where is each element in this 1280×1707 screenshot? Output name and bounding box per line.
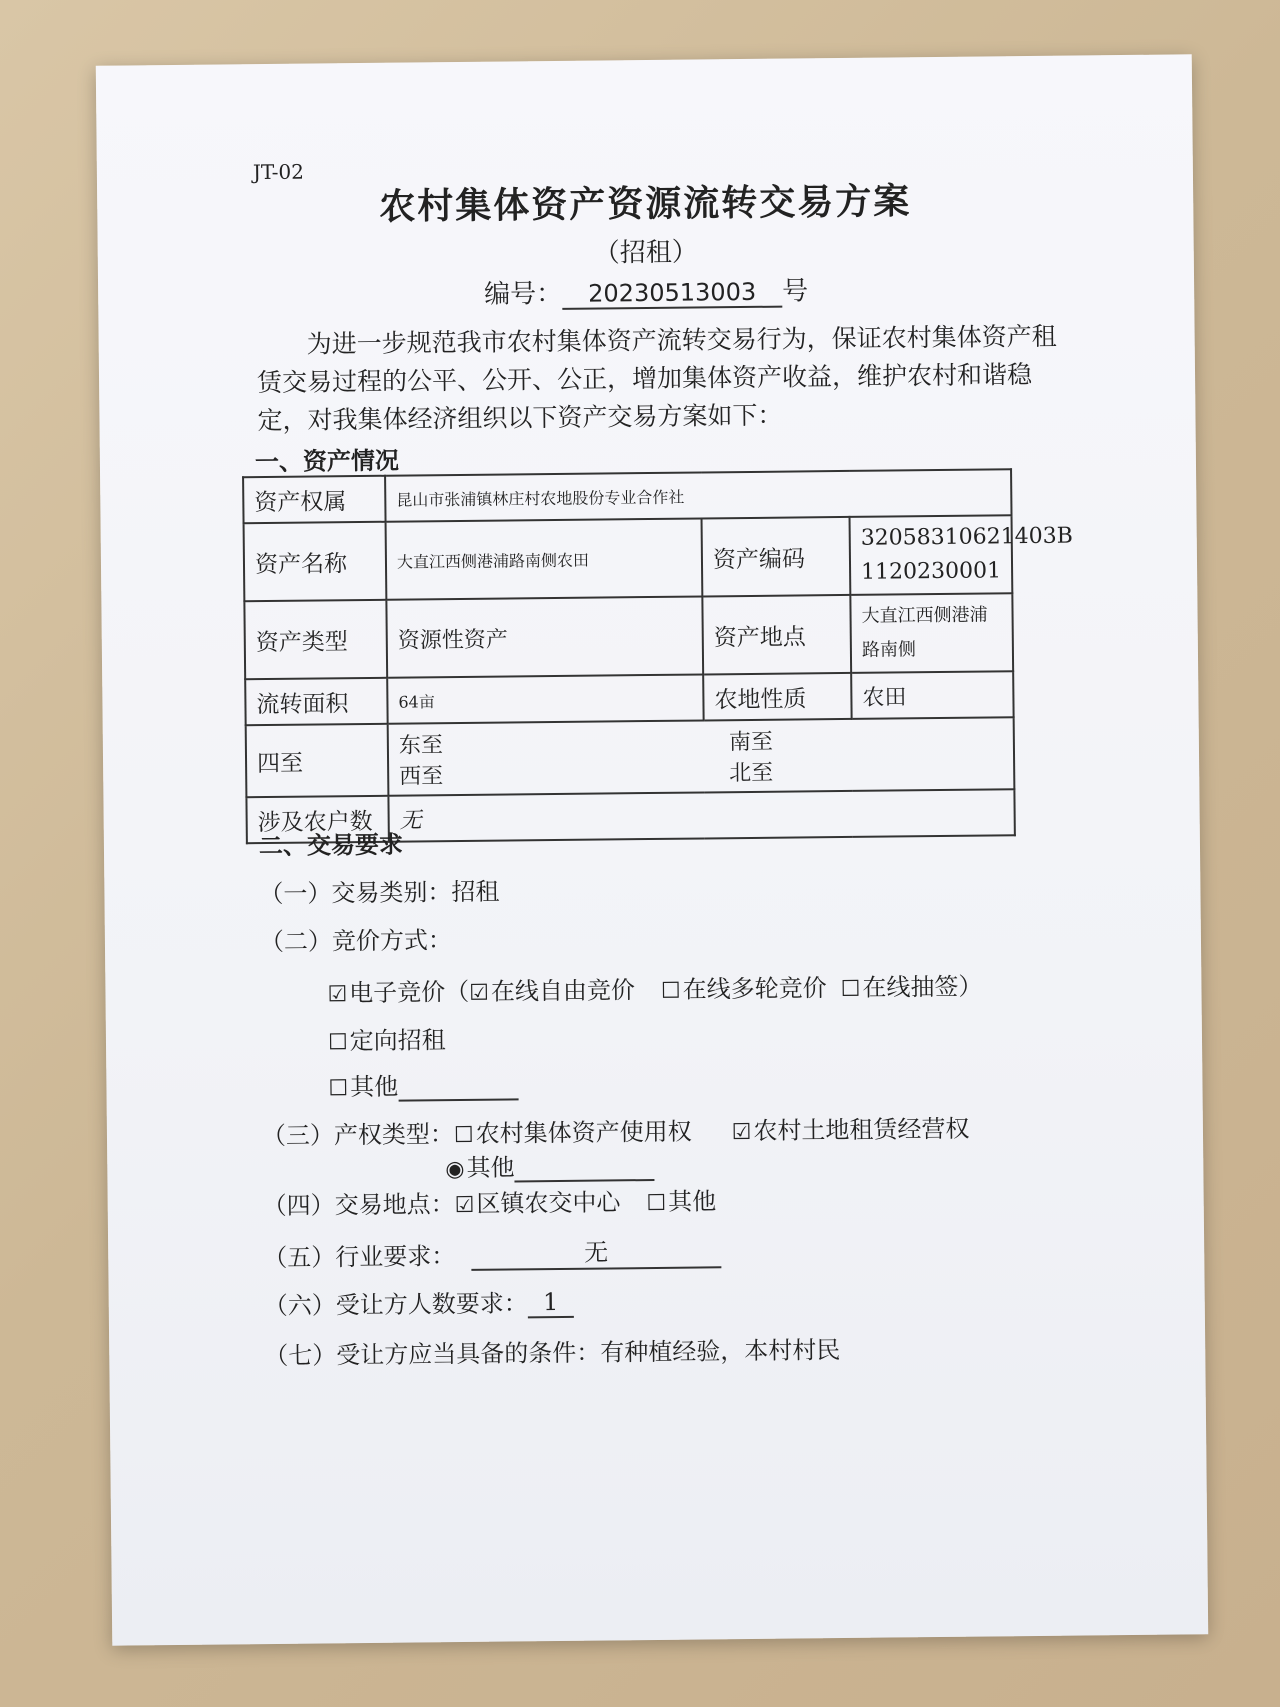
asset-name-value: 大直江西侧港浦路南侧农田 xyxy=(386,518,703,599)
boundaries-value xyxy=(388,717,1015,796)
bidding-options-row-3 xyxy=(328,1065,518,1102)
intro-paragraph: 为进一步规范我市农村集体资产流转交易行为，保证农村集体资产租赁交易过程的公平、公开、公正，增加集体资产收益，维护农村和谐稳定，对我集体经济组织以下资产交易方案如下： xyxy=(256,321,1057,436)
checked-box-icon: ☑ xyxy=(731,1119,752,1146)
asset-code-label: 资产编码 xyxy=(702,517,851,597)
asset-location-value xyxy=(850,593,1013,673)
bidding-options-row-2 xyxy=(328,1020,446,1056)
industry-label: （五）行业要求： xyxy=(263,1242,456,1273)
asset-type-label: 资产类型 xyxy=(244,600,387,679)
table-row xyxy=(246,717,1015,797)
property-type-row xyxy=(262,1109,970,1151)
land-nature-label: 农地性质 xyxy=(703,673,851,721)
option-collective-use: 农村集体资产使用权 xyxy=(475,1117,692,1148)
households-value: 无 xyxy=(388,789,1014,842)
area-label: 流转面积 xyxy=(245,678,387,725)
south-boundary: 南至 xyxy=(728,729,774,756)
checked-box-icon: ☑ xyxy=(469,980,490,1006)
option-other: 其他 xyxy=(350,1072,399,1102)
number-label: 编号： xyxy=(484,278,563,310)
asset-table xyxy=(242,468,1074,844)
form-code: JT-02 xyxy=(252,159,305,185)
property-type-label: （三）产权类型： xyxy=(261,1120,455,1151)
ownership-value: 昆山市张浦镇林庄村农地股份专业合作社 xyxy=(385,469,1011,522)
area-value: 64亩 xyxy=(387,674,703,723)
option-online-lottery: 在线抽签） xyxy=(862,972,983,1002)
asset-location-line-1: 大直江西侧港浦 xyxy=(861,604,988,627)
option-directed: 定向招租 xyxy=(349,1026,446,1056)
property-type-other-row xyxy=(445,1146,655,1183)
option-location-other: 其他 xyxy=(668,1187,717,1216)
property-other-blank xyxy=(514,1153,654,1182)
unchecked-box-icon: ☐ xyxy=(646,1190,667,1217)
number-value: 20230513003 xyxy=(562,278,782,310)
option-online-free: 在线自由竞价 xyxy=(490,976,636,1006)
document-title: 农村集体资产资源流转交易方案 xyxy=(379,181,912,228)
trade-category: （一）交易类别：招租 xyxy=(259,877,500,909)
bidder-count-label: （六）受让方人数要求： xyxy=(263,1289,528,1321)
north-boundary: 北至 xyxy=(729,760,774,787)
land-nature-value: 农田 xyxy=(851,671,1014,719)
unchecked-box-icon: ☐ xyxy=(660,978,681,1004)
asset-code-value xyxy=(850,515,1074,595)
filled-circle-icon: ◉ xyxy=(445,1156,465,1183)
ownership-label: 资产权属 xyxy=(243,476,385,523)
bidder-count-value: 1 xyxy=(528,1288,574,1318)
asset-location-line-2: 路南侧 xyxy=(861,639,917,661)
industry-requirement-row xyxy=(263,1231,721,1273)
bidder-count-row xyxy=(264,1283,574,1321)
table-row xyxy=(244,593,1013,679)
asset-name-label: 资产名称 xyxy=(244,522,387,601)
industry-value: 无 xyxy=(471,1231,721,1271)
unchecked-box-icon: ☐ xyxy=(327,1030,348,1056)
checked-box-icon: ☑ xyxy=(454,1192,475,1219)
bidder-conditions: （七）受让方应当具备的条件：有种植经验，本村村民 xyxy=(264,1336,841,1371)
bidding-method-label: （二）竞价方式： xyxy=(259,926,453,957)
option-electronic: 电子竞价（ xyxy=(349,977,470,1008)
table-row xyxy=(243,469,1011,523)
table-row xyxy=(245,671,1013,725)
section-1-heading: 一、资产情况 xyxy=(254,446,400,477)
option-online-multi: 在线多轮竞价 xyxy=(682,974,827,1004)
asset-code-line-1: 32058310621403B xyxy=(860,523,1074,551)
asset-code-line-2: 1120230001 xyxy=(860,558,1002,585)
option-land-lease: 农村土地租赁经营权 xyxy=(753,1114,970,1145)
asset-type-value: 资源性资产 xyxy=(386,596,703,677)
unchecked-box-icon: ☐ xyxy=(840,976,861,1003)
document-subtitle: （招租） xyxy=(593,237,698,269)
households-label: 涉及农户数 xyxy=(246,796,388,843)
option-property-other: 其他 xyxy=(466,1153,515,1182)
asset-location-label: 资产地点 xyxy=(702,595,851,675)
trade-location-label: （四）交易地点： xyxy=(262,1190,455,1221)
document-number xyxy=(98,266,1194,314)
table-row xyxy=(244,515,1013,601)
bidding-options-row-1 xyxy=(327,967,982,1009)
boundaries-label: 四至 xyxy=(246,724,389,797)
section-2-heading: 二、交易要求 xyxy=(258,830,404,861)
option-center: 区镇农交中心 xyxy=(476,1188,621,1218)
trade-location-row xyxy=(262,1181,716,1221)
other-blank xyxy=(398,1072,518,1101)
document-sheet xyxy=(96,54,1208,1645)
unchecked-box-icon: ☐ xyxy=(328,1076,349,1102)
unchecked-box-icon: ☐ xyxy=(453,1122,474,1149)
west-boundary: 西至 xyxy=(399,764,444,790)
east-boundary: 东至 xyxy=(398,733,444,759)
checked-box-icon: ☑ xyxy=(327,982,348,1008)
number-suffix: 号 xyxy=(782,276,809,307)
